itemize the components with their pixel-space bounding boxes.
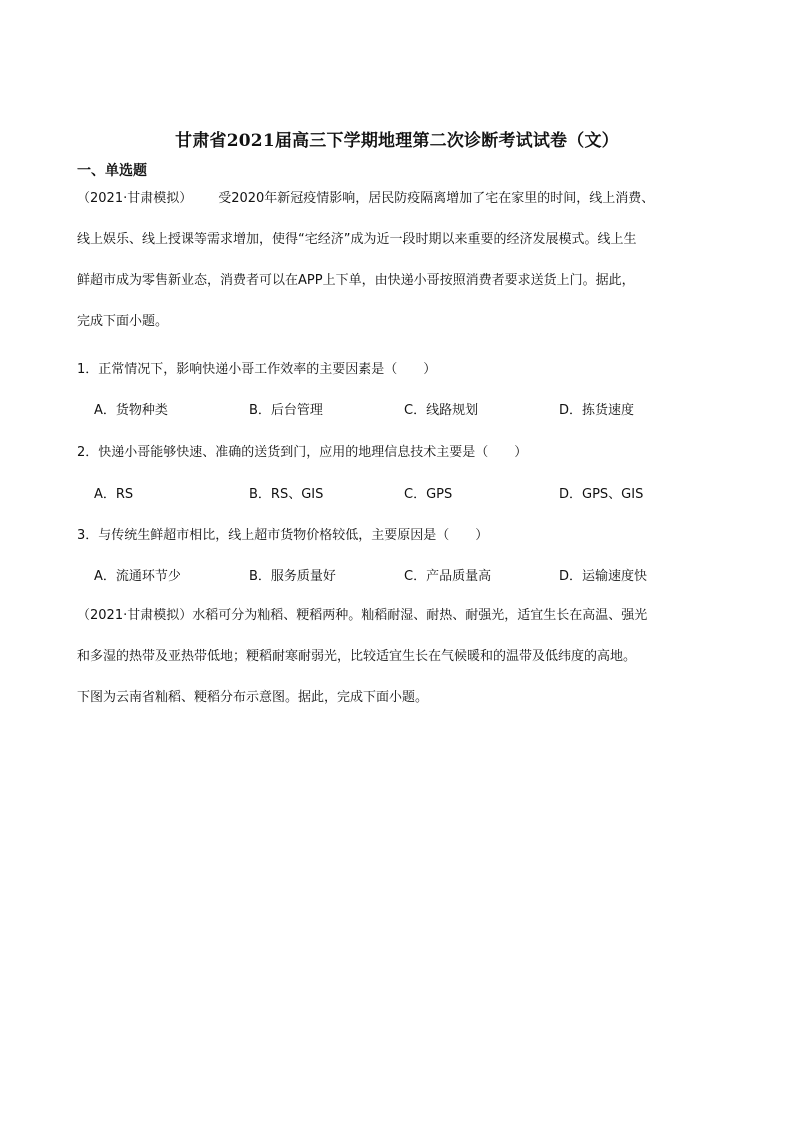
question-2-stem: 2．快递小哥能够快速、准确的送货到门，应用的地理信息技术主要是（ ） [77,445,528,460]
question-2-options [94,483,714,502]
question-1-option-b[interactable]: B．后台管理 [249,403,323,418]
passage-2-line-1: （2021·甘肃模拟）水稻可分为籼稻、粳稻两种。籼稻耐湿、耐热、耐强光，适宜生长在高温、强光 [77,608,648,623]
question-3-option-a[interactable]: A．流通环节少 [94,569,181,584]
passage-1-text: 受2020年新冠疫情影响，居民防疫隔离增加了宅在家里的时间，线上消费、 [218,191,655,206]
question-2-option-a[interactable]: A．RS [94,487,134,502]
passage-1-line-4: 完成下面小题。 [77,314,169,329]
question-3-options [94,565,714,584]
passage-2-line-3: 下图为云南省籼稻、粳稻分布示意图。据此，完成下面小题。 [77,690,429,705]
passage-1-source: （2021·甘肃模拟） [77,191,193,206]
question-1-option-d[interactable]: D．拣货速度 [559,403,635,418]
question-2-option-d[interactable]: D．GPS、GIS [559,487,644,502]
question-2-option-b[interactable]: B．RS、GIS [249,487,324,502]
question-3-option-c[interactable]: C．产品质量高 [404,569,492,584]
question-3-stem: 3．与传统生鲜超市相比，线上超市货物价格较低，主要原因是（ ） [77,528,489,543]
question-1-option-a[interactable]: A．货物种类 [94,403,168,418]
question-1-option-c[interactable]: C．线路规划 [404,403,479,418]
passage-1-line-1 [77,178,723,219]
exam-title: 甘肃省2021届高三下学期地理第二次诊断考试试卷（文） [175,131,619,151]
passage-1-line-2: 线上娱乐、线上授课等需求增加，使得“宅经济”成为近一段时期以来重要的经济发展模式。线上生 [77,232,637,247]
question-1-stem: 1．正常情况下，影响快递小哥工作效率的主要因素是（ ） [77,362,437,377]
question-2-option-c[interactable]: C．GPS [404,487,453,502]
passage-1 [77,178,723,342]
question-1-options [94,399,714,418]
passage-1-line-3: 鲜超市成为零售新业态，消费者可以在APP上下单，由快递小哥按照消费者要求送货上门。据此， [77,273,635,288]
question-3-option-d[interactable]: D．运输速度快 [559,569,648,584]
passage-2 [77,595,723,718]
question-3-option-b[interactable]: B．服务质量好 [249,569,336,584]
passage-2-line-2: 和多湿的热带及亚热带低地；粳稻耐寒耐弱光，比较适宜生长在气候暖和的温带及低纬度的高地。 [77,649,637,664]
section-heading: 一、单选题 [77,163,147,179]
